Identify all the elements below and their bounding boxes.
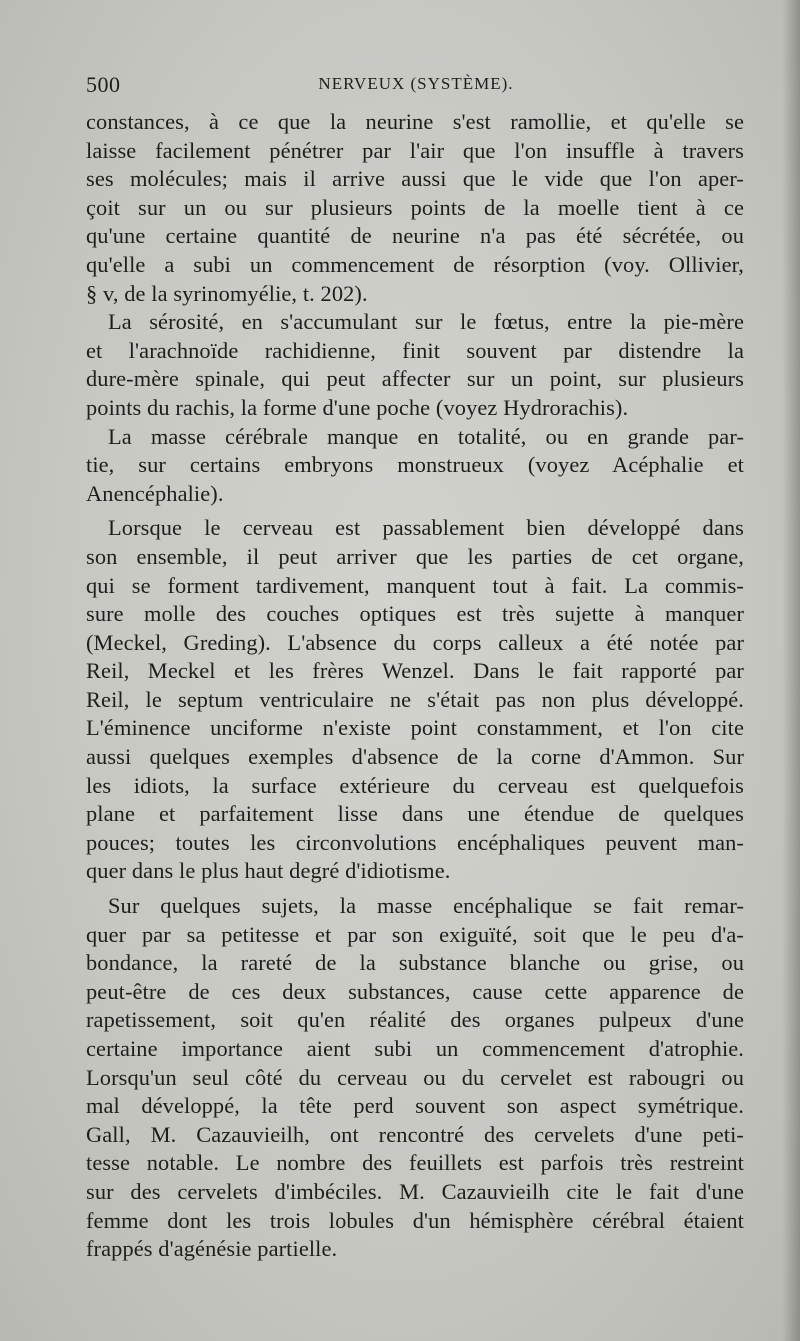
paragraph [86,892,744,1264]
text-line: et l'arachnoïde rachidienne, finit souvent par distendre la [86,337,744,363]
text-line: qui se forment tardivement, manquent tout à fait. La commis- [86,572,744,598]
text-line: points du rachis, la forme d'une poche (voyez Hydrorachis). [86,394,629,420]
text-line: les idiots, la surface extérieure du cerveau est quelquefois [86,772,744,798]
page-header [86,72,746,102]
text-line: dure-mère spinale, qui peut affecter sur un point, sur plusieurs [86,366,744,392]
running-title: NERVEUX (SYSTÈME). [318,74,514,93]
text-line: certaine importance aient subi un commencement d'atrophie. [86,1036,744,1061]
text-line: qu'elle a subi un commencement de résorption (voy. Ollivier, [86,251,744,277]
text-line: La sérosité, en s'accumulant sur le fœtus, entre la pie-mère [108,309,744,335]
text-line: son ensemble, il peut arriver que les parties de cet organe, [86,543,744,569]
paragraph [86,308,744,422]
text-line: Sur quelques sujets, la masse encéphalique se fait remar- [108,893,744,919]
text-line: çoit sur un ou sur plusieurs points de la moelle tient à ce [86,194,744,220]
text-line: quer dans le plus haut degré d'idiotisme. [86,858,451,884]
text-line: plane et parfaitement lisse dans une étendue de quelques [86,801,744,827]
paragraph [86,108,744,308]
text-line: ses molécules; mais il arrive aussi que le vide que l'on aper- [86,166,744,192]
text-line: pouces; toutes les circonvolutions encéphaliques peuvent man- [86,829,744,855]
text-line: frappés d'agénésie partielle. [86,1236,338,1262]
text-line: bondance, la rareté de la substance blanche ou grise, ou [86,950,744,976]
text-line: § v, de la syrinomyélie, t. 202). [86,280,368,306]
text-line: La masse cérébrale manque en totalité, ou en grande par- [108,423,744,449]
text-line: quer par sa petitesse et par son exiguïté, soit que le peu d'a- [86,921,744,947]
text-line: sur des cervelets d'imbéciles. M. Cazauvieilh cite le fait d'une [86,1178,744,1204]
paragraph [86,423,744,509]
paragraph [86,514,744,886]
text-line: aussi quelques exemples d'absence de la corne d'Ammon. Sur [86,744,744,770]
text-line: Lorsqu'un seul côté du cerveau ou du cervelet est rabougri ou [86,1064,744,1090]
text-line: Anencéphalie). [86,480,224,506]
text-line: sure molle des couches optiques est très sujette à manquer [86,601,744,627]
text-line: Lorsque le cerveau est passablement bien développé dans [108,515,744,541]
page-number: 500 [86,72,121,97]
text-line: femme dont les trois lobules d'un hémisphère cérébral étaient [86,1207,744,1233]
text-line: tesse notable. Le nombre des feuillets est parfois très restreint [86,1150,744,1176]
text-line: qu'une certaine quantité de neurine n'a pas été sécrétée, ou [86,223,744,249]
page-edge-shadow [782,0,800,1341]
text-line: peut-être de ces deux substances, cause cette apparence de [86,978,744,1004]
text-line: L'éminence unciforme n'existe point constamment, et l'on cite [86,715,744,741]
text-line: constances, à ce que la neurine s'est ramollie, et qu'elle se [86,109,744,134]
text-line: Gall, M. Cazauvieilh, ont rencontré des cervelets d'une peti- [86,1121,744,1147]
body-text [86,108,744,1264]
text-line: rapetissement, soit qu'en réalité des organes pulpeux d'une [86,1007,744,1033]
text-line: mal développé, la tête perd souvent son aspect symétrique. [86,1093,744,1119]
text-line: Reil, Meckel et les frères Wenzel. Dans le fait rapporté par [86,658,744,684]
text-line: tie, sur certains embryons monstrueux (voyez Acéphalie et [86,452,744,478]
text-line: Reil, le septum ventriculaire ne s'était pas non plus développé. [86,686,744,712]
text-line: (Meckel, Greding). L'absence du corps calleux a été notée par [86,629,744,655]
text-line: laisse facilement pénétrer par l'air que l'on insuffle à travers [86,137,744,163]
